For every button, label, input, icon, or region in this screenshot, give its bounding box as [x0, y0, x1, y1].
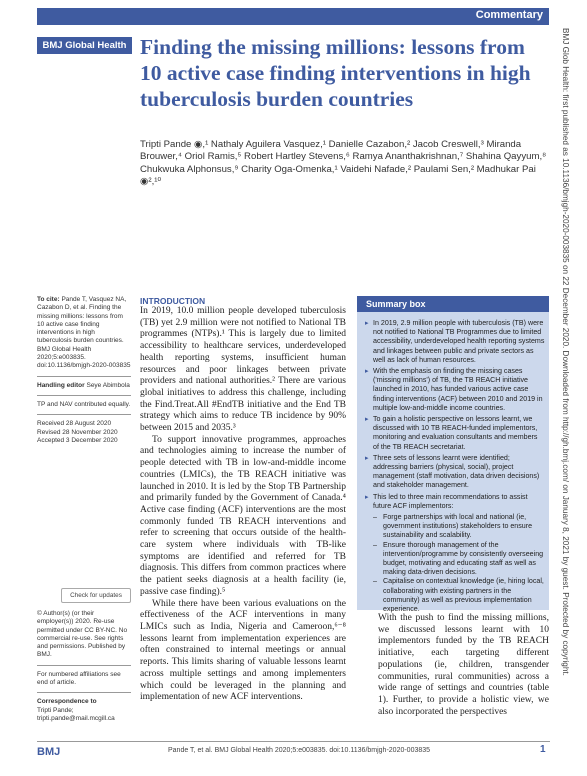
summary-box-title: Summary box — [357, 296, 549, 312]
intro-paragraph: In 2019, 10.0 million people developed tuberculosis (TB) yet 2.9 million were not notified to National TB programmes (NTPs).¹ This is largely due to limited accessibility to healthcare services, underdeveloped health reporting systems, insufficient human resources and poor linkages between private providers and national authorities.² There are various global initiatives to address this challenge, including the Find.Treat.All #EndTB initiative and the End TB strategy which aims to reduce TB incidence by 90% between 2015 and 2035.³ — [140, 306, 346, 434]
correspondence-name: Tripti Pande; — [37, 706, 74, 714]
intro-heading: INTRODUCTION — [140, 296, 206, 306]
summary-bullet: ▸ This led to three main recommendations to assist future ACF implementors: — [365, 493, 545, 511]
cite-block: To cite: Pande T, Vasquez NA, Cazabon D, et al. Finding the missing millions: lessons from 10 active case finding interventions in high tuberculosis burden countries. BMJ Global Health 2020;5:e003835. doi:10.1136/bmjgh-2020-003835 — [37, 296, 131, 370]
summary-bullet: ▸ Three sets of lessons learnt were identified; addressing barriers (physical, social), project management (staff motivation, data driven decisions) and stakeholder management. — [365, 454, 545, 491]
correspondence-label: Correspondence to — [37, 698, 97, 706]
correspondence-email[interactable]: tripti.pande@mail.mcgill.ca — [37, 714, 115, 722]
copyright-block — [37, 610, 131, 723]
svg-text:BMJ Glob Health: first publish: BMJ Glob Health: first published as 10.1136/bmjgh-2020-003835 on 22 December 2020. Downloaded from http://gh.bmj.com/ on January 8, 2021 by guest. Protected by copyright. — [561, 28, 570, 676]
citation-sidebar — [37, 296, 131, 445]
author-list[interactable]: Tripti Pande ◉,¹ Nathaly Aguilera Vasquez,¹ Danielle Cazabon,² Jacob Creswell,³ Miranda Brouwer,⁴ Oriol Ramis,⁵ Robert Hartley Stevens,⁶ Ramya Ananthakrishnan,⁷ Shahina Qayyum,⁸ Chukwuka Alphonsus,⁹ Charity Oga-Omenka,¹ Vaidehi Nafade,² Paulami Sen,² Madhukar Pai ◉²,¹⁰ — [140, 139, 547, 187]
summary-bullet: ▸ With the emphasis on finding the missing cases ('missing millions') of TB, the TB REACH initiative launched in 2010, has funded various active case finding interventions (ACF) between 2010 and 2019 in multiple low-and-middle income countries. — [365, 367, 545, 413]
copyright-text: © Author(s) (or their employer(s)) 2020. Re-use permitted under CC BY-NC. No commercial re-use. See rights and permissions. Published by BMJ. — [37, 610, 128, 659]
body-text-right: With the push to find the missing millions, we discussed lessons learnt with 10 implementors funded by the TB REACH initiative, each targeting different populations (ie, children, transgender communities, rural communities) across a wide range of settings and countries (table 1). Further, to provide a holistic view, we also incorporated the perspectives — [378, 613, 549, 717]
check-for-updates-button[interactable]: Check for updates — [61, 588, 131, 603]
intro-paragraph: To support innovative programmes, approaches and technologies aiming to increase the number of people detected with TB in low-and-middle income countries (LMICs), the TB REACH initiative was launched in 2010. It is led by the Stop TB Partnership and primarily funded by the Government of Canada.⁴ Active case finding (ACF) interventions are the most commonly funded TB REACH interventions and refer to screening that occurs outside of the health-care system where individuals with TB-like symptoms are identified and referred for TB diagnosis. This differs from common practices where the patient seeks diagnosis at a health facility (ie, passive case finding).⁵ — [140, 434, 346, 597]
page-number: 1 — [540, 744, 546, 755]
vertical-download-note — [554, 20, 580, 740]
contribution-note: TP and NAV contributed equally. — [37, 400, 131, 408]
summary-list — [365, 319, 545, 614]
handling-editor: Handling editor Seye Abimbola — [37, 381, 130, 389]
affiliation-note: For numbered affiliations see end of article. — [37, 670, 121, 687]
section-header-bar — [37, 8, 549, 25]
footer-citation: Pande T, et al. BMJ Global Health 2020;5:e003835. doi:10.1136/bmjgh-2020-003835 — [168, 747, 431, 754]
bmj-logo: BMJ — [37, 746, 61, 758]
revised-date: Revised 28 November 2020 — [37, 428, 118, 436]
article-title: Finding the missing millions: lessons from 10 active case finding interventions in high tuberculosis burden countries — [140, 35, 531, 111]
received-date: Received 28 August 2020 — [37, 420, 112, 428]
accepted-date: Accepted 3 December 2020 — [37, 436, 118, 444]
intro-body — [140, 306, 346, 704]
section-label: Commentary — [475, 9, 543, 21]
summary-box — [357, 296, 549, 614]
journal-badge: BMJ Global Health — [37, 37, 132, 54]
summary-sub-bullet: – Ensure thorough management of the intervention/programme by consistently overseeing budget, motivating and educating staff as well as making data-driven decisions. — [365, 541, 545, 578]
summary-bullet: ▸ In 2019, 2.9 million people with tuberculosis (TB) were not notified to National TB Programmes due to limited accessibility, underdeveloped health reporting systems and linkages between public and private sectors as well as lack of human resources. — [365, 319, 545, 365]
summary-sub-bullet: – Capitalise on contextual knowledge (ie, hiring local, collaborating with existing partners in the community) as well as previous implementation experience. — [365, 577, 545, 614]
intro-paragraph: While there have been various evaluations on the effectiveness of the ACF interventions in many LMICs such as India, Nigeria and Cameroon,⁶⁻⁸ lessons learnt from implementation experiences are often constrained to internal meetings or annual reports. This limits sharing of valuable lessons learnt across multiple settings and among implementers which could be leveraged in the planning and implementation of new ACF interventions. — [140, 598, 346, 703]
summary-sub-bullet: – Forge partnerships with local and national (ie, government institutions) stakeholders to ensure sustainability and scalability. — [365, 513, 545, 541]
summary-bullet: ▸ To gain a holistic perspective on lessons learnt, we discussed with 10 TB REACH-funded implementors, monitoring and evaluation consultants and members of the TB REACH secretariat. — [365, 415, 545, 452]
